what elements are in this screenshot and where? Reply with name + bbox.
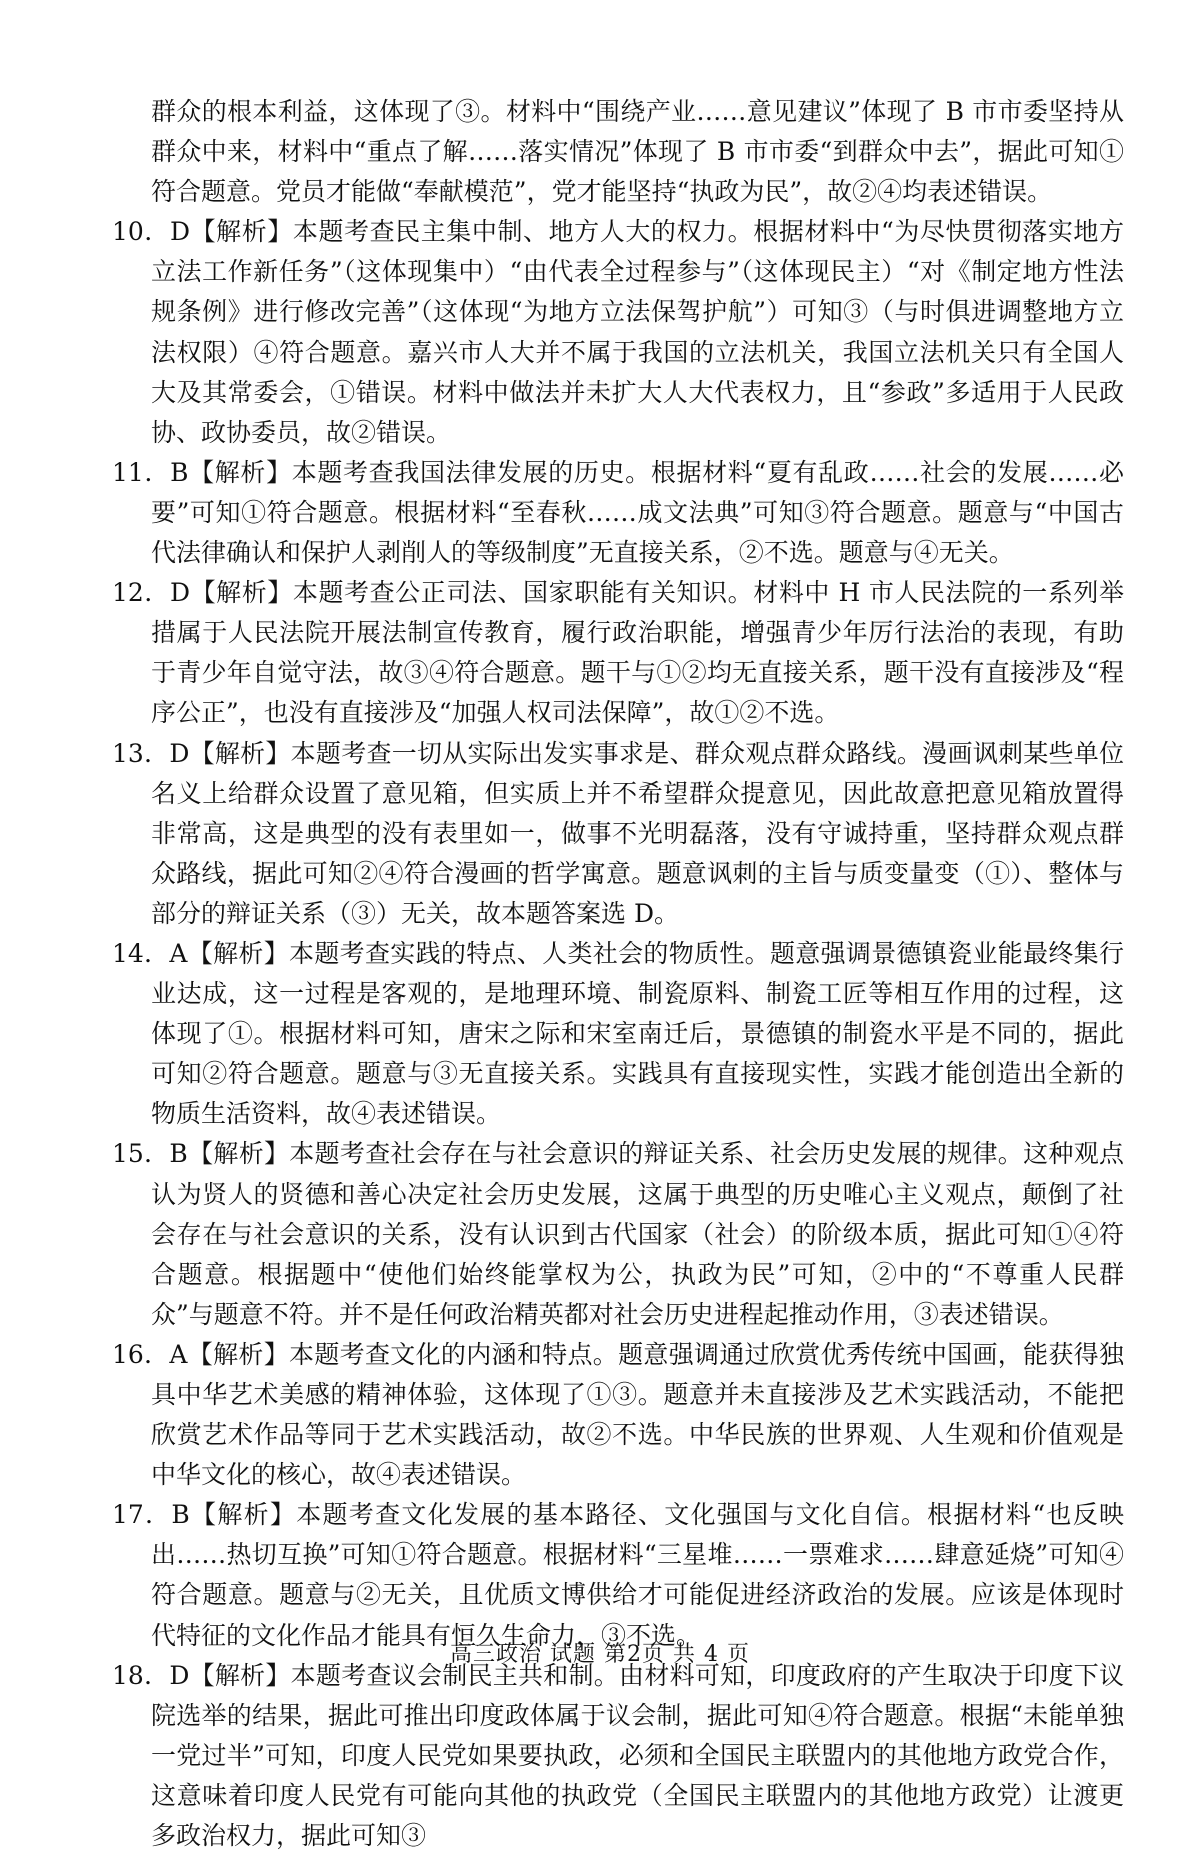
answer-item-17: 17．B【解析】本题考查文化发展的基本路径、文化强国与文化自信。根据材料“也反映出……热切互换”可知①符合题意。根据材料“三星堆……一票难求……肆意延烧”可知④符合题意。题意与②无关，且优质文博供给才可能促进经济政治的发展。应该是体现时代特征的文化作品才能具有恒久生命力，③不选。 — [112, 1500, 1124, 1650]
continuation-paragraph: 群众的根本利益，这体现了③。材料中“围绕产业……意见建议”体现了 B 市市委坚持从群众中来，材料中“重点了解……落实情况”体现了 B 市市委“到群众中去”，据此可知①符合题意。党员才能做“奉献模范”，党才能坚持“执政为民”，故②④均表述错误。 — [151, 97, 1124, 207]
answer-item-10: 10．D【解析】本题考查民主集中制、地方人大的权力。根据材料中“为尽快贯彻落实地方立法工作新任务”（这体现集中）“由代表全过程参与”（这体现民主）“对《制定地方性法规条例》进行修改完善”（这体现“为地方立法保驾护航”）可知③（与时俱进调整地方立法权限）④符合题意。嘉兴市人大并不属于我国的立法机关，我国立法机关只有全国人大及其常委会，①错误。材料中做法并未扩大人大代表权力，且“参政”多适用于人民政协、政协委员，故②错误。 — [112, 217, 1124, 447]
answer-item-13: 13．D【解析】本题考查一切从实际出发实事求是、群众观点群众路线。漫画讽刺某些单位名义上给群众设置了意见箱，但实质上并不希望群众提意见，因此故意把意见箱放置得非常高，这是典型的没有表里如一，做事不光明磊落，没有守诚持重，坚持群众观点群众路线，据此可知②④符合漫画的哲学寓意。题意讽刺的主旨与质变量变（①）、整体与部分的辩证关系（③）无关，故本题答案选 D。 — [112, 738, 1124, 928]
answer-item-12: 12．D【解析】本题考查公正司法、国家职能有关知识。材料中 H 市人民法院的一系列举措属于人民法院开展法制宣传教育，履行政治职能，增强青少年厉行法治的表现，有助于青少年自觉守法，故③④符合题意。题干与①②均无直接关系，题干没有直接涉及“程序公正”，也没有直接涉及“加强人权司法保障”，故①②不选。 — [112, 578, 1124, 728]
answer-item-16: 16．A【解析】本题考查文化的内涵和特点。题意强调通过欣赏优秀传统中国画，能获得独具中华艺术美感的精神体验，这体现了①③。题意并未直接涉及艺术实践活动，不能把欣赏艺术作品等同于艺术实践活动，故②不选。中华民族的世界观、人生观和价值观是中华文化的核心，故④表述错误。 — [112, 1339, 1124, 1490]
page-footer: 高三政治 试题 第2页 共 4 页 — [450, 1642, 750, 1667]
answer-item-15: 15．B【解析】本题考查社会存在与社会意识的辩证关系、社会历史发展的规律。这种观点认为贤人的贤德和善心决定社会历史发展，这属于典型的历史唯心主义观点，颠倒了社会存在与社会意识的关系，没有认识到古代国家（社会）的阶级本质，据此可知①④符合题意。根据题中“使他们始终能掌权为公，执政为民”可知，②中的“不尊重人民群众”与题意不符。并不是任何政治精英都对社会历史进程起推动作用，③表述错误。 — [112, 1139, 1124, 1329]
answer-item-18: 18．D【解析】本题考查议会制民主共和制。由材料可知，印度政府的产生取决于印度下议院选举的结果，据此可推出印度政体属于议会制，据此可知④符合题意。根据“未能单独一党过半”可知，印度人民党如果要执政，必须和全国民主联盟内的其他地方政党合作，这意味着印度人民党有可能向其他的执政党（全国民主联盟内的其他地方政党）让渡更多政治权力，据此可知③ — [112, 1660, 1124, 1851]
answer-item-14: 14．A【解析】本题考查实践的特点、人类社会的物质性。题意强调景德镇瓷业能最终集行业达成，这一过程是客观的，是地理环境、制瓷原料、制瓷工匠等相互作用的过程，这体现了①。根据材料可知，唐宋之际和宋室南迁后，景德镇的制瓷水平是不同的，据此可知②符合题意。题意与③无直接关系。实践具有直接现实性，实践才能创造出全新的物质生活资料，故④表述错误。 — [112, 938, 1124, 1129]
answer-item-11: 11．B【解析】本题考查我国法律发展的历史。根据材料“夏有乱政……社会的发展……必要”可知①符合题意。根据材料“至春秋……成文法典”可知③符合题意。题意与“中国古代法律确认和保护人剥削人的等级制度”无直接关系，②不选。题意与④无关。 — [112, 457, 1124, 568]
answer-explanations — [112, 92, 1124, 1856]
